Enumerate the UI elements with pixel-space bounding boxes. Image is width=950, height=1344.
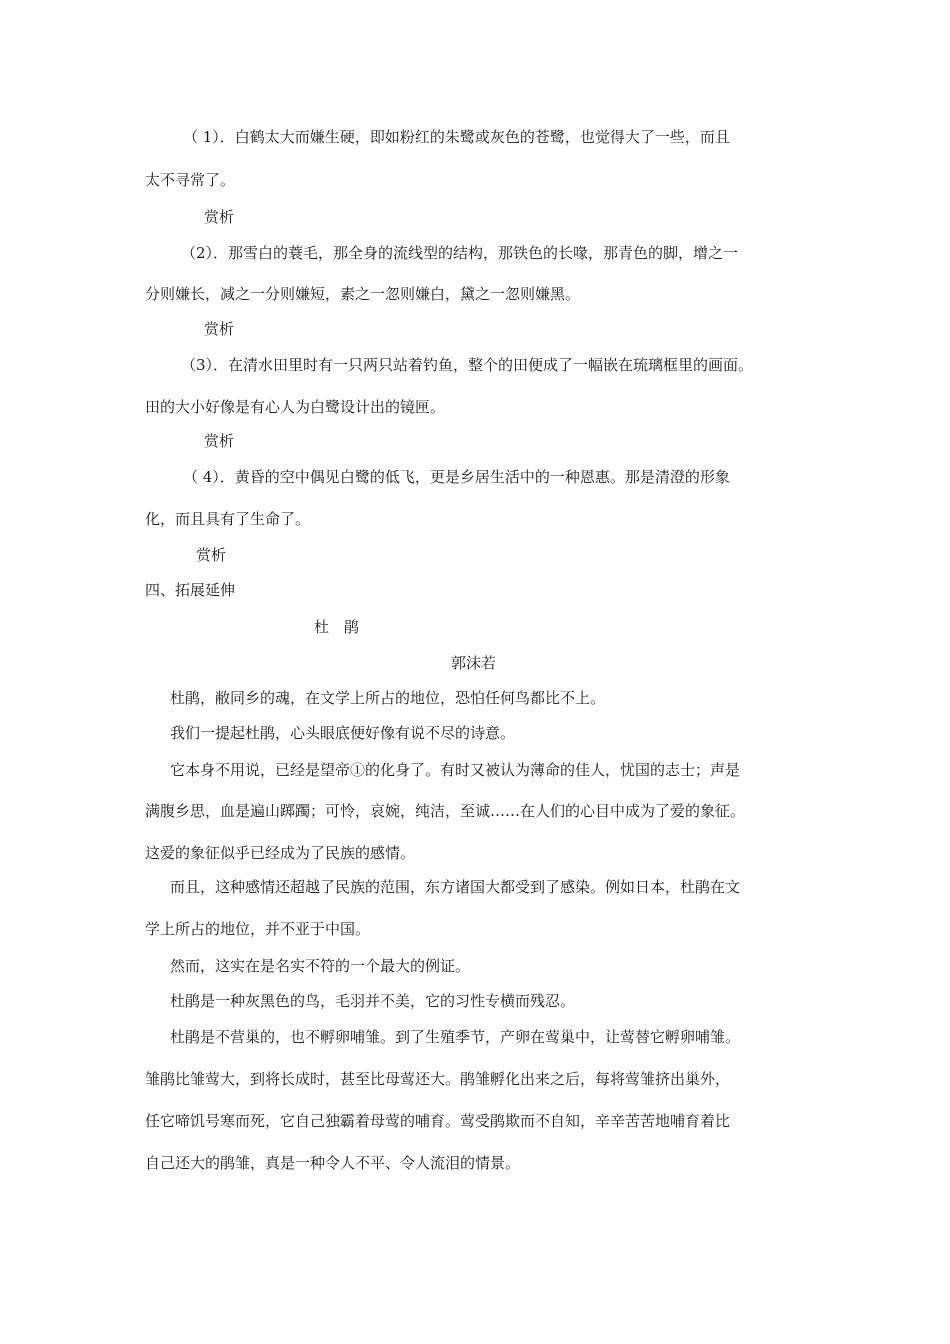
article-line: 雏鹃比雏莺大，到将长成时，甚至比母莺还大。鹃雏孵化出来之后，每将莺雏挤出巢外， bbox=[145, 1070, 731, 1088]
question-2-appreciation-label: 赏析 bbox=[204, 320, 235, 338]
article-line: 杜鹃是不营巢的，也不孵卵哺雏。到了生殖季节，产卵在莺巢中，让莺替它孵卵哺雏。 bbox=[170, 1028, 741, 1046]
question-1-line-1: （ 1）．白鹤太大而嫌生硬，即如粉红的朱鹭或灰色的苍鹭，也觉得大了一些，而且 bbox=[183, 128, 730, 146]
article-line: 而且，这种感情还超越了民族的范围，东方诸国大都受到了感染。例如日本，杜鹃在文 bbox=[170, 878, 741, 896]
question-3-line-2: 田的大小好像是有心人为白鹭设计出的镜匣。 bbox=[145, 398, 446, 416]
article-author: 郭沫若 bbox=[451, 654, 497, 672]
question-1-appreciation-label: 赏析 bbox=[204, 208, 235, 226]
article-line: 学上所占的地位，并不亚于中国。 bbox=[145, 920, 371, 938]
question-3-appreciation-label: 赏析 bbox=[204, 432, 235, 450]
article-line: 这爱的象征似乎已经成为了民族的感情。 bbox=[145, 844, 416, 862]
article-line: 任它啼饥号寒而死，它自己独霸着母莺的哺育。莺受鹃欺而不自知，辛辛苦苦地哺育着比 bbox=[145, 1112, 731, 1130]
article-line: 杜鹃是一种灰黑色的鸟，毛羽并不美，它的习性专横而残忍。 bbox=[170, 992, 576, 1010]
article-line: 杜鹃，敝同乡的魂，在文学上所占的地位，恐怕任何鸟都比不上。 bbox=[170, 689, 606, 707]
question-1-line-2: 太不寻常了。 bbox=[145, 171, 236, 189]
article-title: 杜 鹃 bbox=[314, 618, 360, 636]
article-line: 自己还大的鹃雏，真是一种令人不平、令人流泪的情景。 bbox=[145, 1154, 521, 1172]
section-heading: 四、拓展延伸 bbox=[145, 581, 236, 599]
article-line: 满腹乡思，血是遍山踯躅；可怜，哀婉，纯洁，至诚……在人们的心目中成为了爱的象征。 bbox=[145, 802, 746, 820]
question-4-line-1: （ 4）．黄昏的空中偶见白鹭的低飞，更是乡居生活中的一种恩惠。那是清澄的形象 bbox=[183, 468, 730, 486]
question-4-line-2: 化，而且具有了生命了。 bbox=[145, 510, 311, 528]
article-line: 然而，这实在是名实不符的一个最大的例证。 bbox=[170, 957, 471, 975]
question-2-line-1: （2）．那雪白的蓑毛，那全身的流线型的结构，那铁色的长喙，那青色的脚，增之一 bbox=[181, 244, 739, 262]
question-3-line-1: （3）．在清水田里时有一只两只站着钓鱼，整个的田便成了一幅嵌在琉璃框里的画面。 bbox=[181, 356, 754, 374]
question-2-line-2: 分则嫌长，减之一分则嫌短，素之一忽则嫌白，黛之一忽则嫌黑。 bbox=[145, 285, 581, 303]
article-line: 它本身不用说，已经是望帝①的化身了。有时又被认为薄命的佳人，忧国的志士；声是 bbox=[170, 761, 741, 779]
article-line: 我们一提起杜鹃，心头眼底便好像有说不尽的诗意。 bbox=[170, 724, 516, 742]
question-4-appreciation-label: 赏析 bbox=[196, 546, 227, 564]
